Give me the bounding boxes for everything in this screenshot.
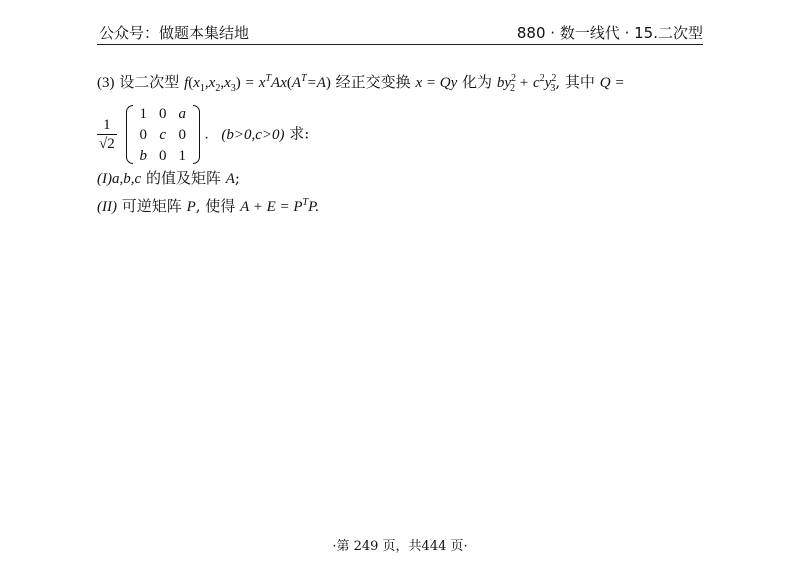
- matrix-Q: [126, 103, 201, 166]
- sup-c2: 2: [539, 73, 545, 84]
- header-source: 公众号：做题本集结地: [99, 24, 250, 42]
- sub-2: 2: [215, 83, 221, 94]
- part-2-P: P: [186, 199, 196, 215]
- matrix-cell: c: [159, 126, 167, 143]
- part-1-A: A: [225, 171, 235, 187]
- part-1: [97, 169, 240, 188]
- sub-1: 1: [199, 83, 205, 94]
- sub-3: 3: [230, 83, 236, 94]
- problem-statement-line-1: (3) 设二次型 $f(x_1,x_2,x_3) = x^TAx(A^T=A)$ 经正交变换 x = Qy 化为 $by^2_2 + c^2y^2_3$, 其中 Q =: [97, 73, 624, 94]
- term-Ax: Ax: [271, 75, 287, 91]
- part-1-vars: a,b,c: [112, 171, 142, 187]
- transform-eq: x = Qy: [415, 75, 458, 91]
- via-text: 经正交变换: [335, 73, 411, 91]
- sup-y3: 2: [551, 73, 557, 84]
- part-2-T: T: [302, 197, 309, 208]
- turn-text: 化为: [462, 73, 493, 91]
- part-2: [97, 197, 319, 216]
- page-header: [97, 18, 703, 45]
- part-1-text: 的值及矩阵: [145, 169, 221, 187]
- matrix-cell: 0: [159, 147, 167, 164]
- ask-text: 求:: [289, 124, 310, 143]
- problem-statement-line-2: $\frac{1}{√2}$ 1 0 a 0 c 0 b 0 1 . (b>0,c>0) 求:: [97, 103, 309, 166]
- part-1-end: ;: [234, 169, 240, 187]
- header-section: 880 · 数一线代 · 15.二次型: [516, 24, 703, 42]
- sqrt-value: 2: [107, 136, 115, 152]
- var-x-transpose: x: [258, 75, 266, 91]
- where-text: , 其中: [555, 73, 595, 91]
- part-2-label: (II): [97, 199, 117, 215]
- cond-T: T: [301, 73, 307, 84]
- fraction: [97, 116, 117, 153]
- part-2-text: 可逆矩阵: [121, 197, 182, 215]
- part-2-eq: A + E = P: [240, 199, 303, 215]
- condition-text: (b>0,c>0): [221, 126, 285, 143]
- term-c: c: [533, 75, 540, 91]
- cond-eq: =A: [306, 75, 326, 91]
- sup-2a: 2: [511, 73, 516, 84]
- equals-sign-2: =: [615, 75, 624, 91]
- matrix-cell: b: [139, 147, 148, 164]
- matrix-table: [134, 103, 193, 166]
- var-x3: x: [224, 75, 231, 91]
- part-2-P2: P.: [308, 199, 320, 215]
- matrix-cell: 0: [139, 126, 148, 143]
- sub-y3: 3: [550, 83, 556, 94]
- term-y3: y: [544, 75, 552, 91]
- term-by: by: [496, 75, 511, 91]
- sub-y2: 2: [510, 83, 515, 94]
- matrix-cell: 0: [178, 126, 187, 143]
- func-f: f: [184, 75, 189, 91]
- var-Q: Q: [599, 75, 611, 91]
- sup-T: T: [265, 73, 272, 84]
- matrix-cell: 1: [139, 105, 148, 122]
- plus-sign: +: [519, 75, 529, 91]
- var-x1: x: [193, 75, 200, 91]
- matrix-cell: a: [178, 105, 187, 122]
- frac-numerator: 1: [103, 117, 111, 133]
- part-2-mid: , 使得: [195, 197, 236, 215]
- page-footer: ·第 249 页，共444 页·: [332, 539, 468, 554]
- problem-number: (3): [97, 75, 115, 91]
- var-x2: x: [208, 75, 216, 91]
- matrix-cell: 1: [178, 147, 187, 164]
- intro-text: 设二次型: [119, 73, 180, 91]
- matrix-cell: 0: [159, 105, 167, 122]
- sqrt-sign: √: [99, 136, 108, 152]
- cond-A: A: [291, 75, 302, 91]
- equals-sign: =: [245, 75, 255, 91]
- part-1-label: (I): [97, 171, 112, 187]
- frac-denominator: [97, 134, 117, 153]
